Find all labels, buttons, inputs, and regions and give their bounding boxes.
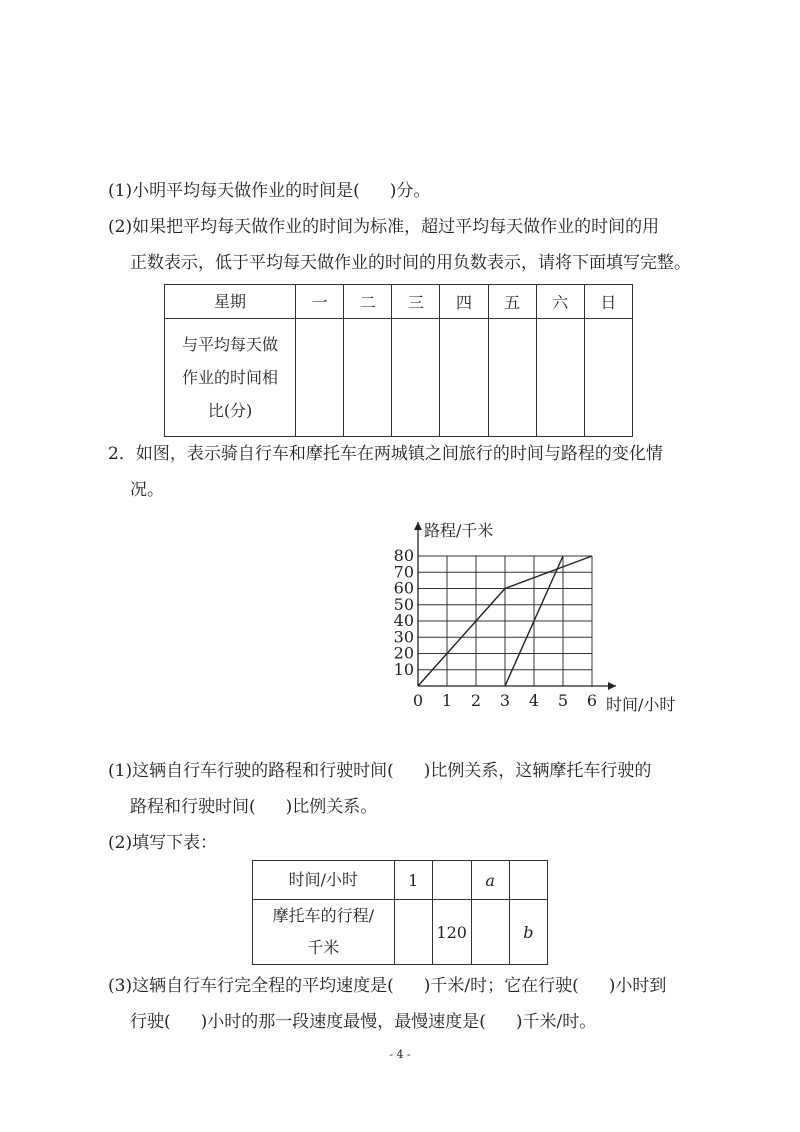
- motorcycle-table: [252, 860, 548, 965]
- distance-cell[interactable]: [394, 900, 432, 965]
- y-tick-label: 20: [393, 643, 414, 663]
- y-tick-label: 30: [393, 627, 414, 647]
- question-2-3-line1: (3)这辆自行车行完全程的平均速度是( )千米/时；它在行驶( )小时到: [108, 976, 667, 996]
- y-axis-arrow: [414, 522, 422, 530]
- time-cell: 1: [394, 861, 432, 900]
- question-2-2: (2)填写下表：: [108, 833, 218, 853]
- weekday-wed: 三: [392, 285, 440, 319]
- distance-cell[interactable]: [471, 900, 509, 965]
- y-tick-label: 50: [393, 594, 414, 614]
- time-cell[interactable]: [432, 861, 471, 900]
- question-1-2-line1: (2)如果把平均每天做作业的时间为标准，超过平均每天做作业的时间的用: [108, 217, 660, 237]
- time-row-label: 时间/小时: [253, 861, 395, 900]
- x-tick-label: 2: [470, 691, 482, 710]
- x-tick-label: 3: [499, 691, 511, 710]
- x-axis-label: 时间/小时: [606, 695, 676, 714]
- page-number: - 4 -: [389, 1048, 411, 1061]
- x-tick-label: 5: [557, 691, 569, 710]
- y-tick-label: 10: [393, 659, 414, 679]
- question-1-2-line2: 正数表示，低于平均每天做作业的时间的用负数表示，请将下面填写完整。: [130, 253, 691, 273]
- weekday-header-label: 星期: [165, 285, 296, 319]
- answer-cell[interactable]: [536, 319, 584, 437]
- weekday-table: [164, 284, 633, 437]
- x-tick-label: 0: [412, 691, 424, 710]
- weekday-sat: 六: [536, 285, 584, 319]
- y-axis-label: 路程/千米: [424, 521, 494, 540]
- question-2-1-line2: 路程和行驶时间( )比例关系。: [130, 797, 378, 817]
- answer-cell[interactable]: [488, 319, 536, 437]
- weekday-tue: 二: [344, 285, 392, 319]
- x-tick-label: 6: [586, 691, 598, 710]
- weekday-mon: 一: [296, 285, 344, 319]
- weekday-sun: 日: [584, 285, 632, 319]
- question-2-3-line2: 行驶( )小时的那一段速度最慢，最慢速度是( )千米/时。: [130, 1012, 597, 1032]
- answer-cell[interactable]: [440, 319, 488, 437]
- distance-cell: 120: [432, 900, 471, 965]
- weekday-fri: 五: [488, 285, 536, 319]
- y-tick-label: 70: [393, 562, 414, 582]
- answer-cell[interactable]: [584, 319, 632, 437]
- distance-cell: b: [509, 900, 547, 965]
- answer-cell[interactable]: [344, 319, 392, 437]
- question-2-line1: 2．如图，表示骑自行车和摩托车在两城镇之间旅行的时间与路程的变化情: [108, 444, 663, 464]
- x-axis-arrow: [608, 682, 616, 690]
- x-tick-label: 1: [441, 691, 453, 710]
- time-cell: a: [471, 861, 509, 900]
- question-2-1-line1: (1)这辆自行车行驶的路程和行驶时间( )比例关系，这辆摩托车行驶的: [108, 761, 652, 781]
- question-1-1: (1)小明平均每天做作业的时间是( )分。: [108, 181, 431, 201]
- distance-time-chart: [380, 490, 700, 720]
- answer-cell[interactable]: [392, 319, 440, 437]
- question-2-line2: 况。: [130, 480, 164, 500]
- difference-row-label: 与平均每天做 作业的时间相 比(分): [165, 319, 296, 437]
- weekday-thu: 四: [440, 285, 488, 319]
- y-tick-label: 40: [393, 611, 414, 630]
- y-tick-label: 80: [393, 546, 414, 565]
- y-tick-label: 60: [393, 578, 414, 598]
- distance-row-label: 摩托车的行程/ 千米: [253, 900, 395, 965]
- x-tick-label: 4: [528, 691, 540, 710]
- answer-cell[interactable]: [296, 319, 344, 437]
- time-cell[interactable]: [509, 861, 547, 900]
